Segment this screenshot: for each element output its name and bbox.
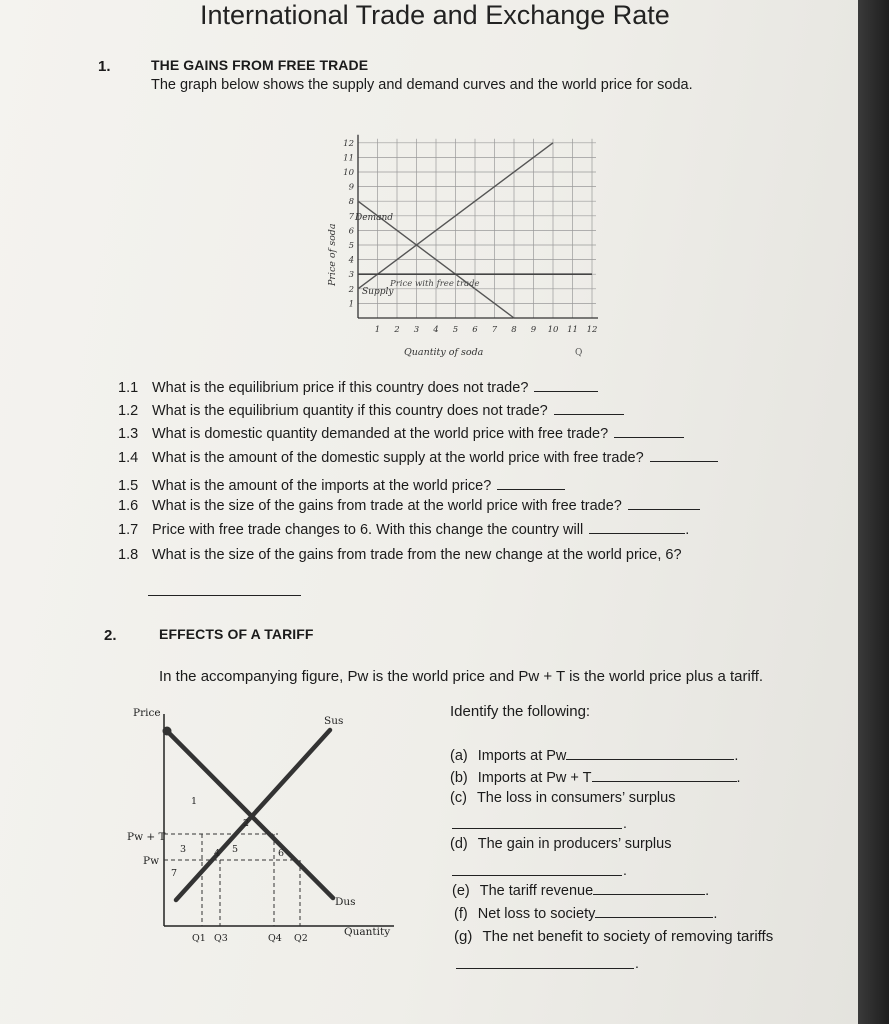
sus-label: Sus (324, 715, 344, 727)
section-2-heading: EFFECTS OF A TARIFF (159, 626, 314, 642)
pw-label: Pw (143, 855, 160, 867)
area-label-4: 4 (214, 848, 221, 859)
item-g-text: The net benefit to society of removing tariffs (482, 928, 774, 945)
item-c-text: The loss in consumers’ surplus (476, 790, 676, 806)
question-text: What is domestic quantity demanded at the world price with free trade? (152, 426, 609, 442)
section-1-heading: THE GAINS FROM FREE TRADE (151, 57, 369, 73)
area-label-3: 3 (180, 844, 187, 855)
question-text: What is the amount of the imports at the world price? (152, 478, 492, 494)
section-2-number: 2. (104, 627, 117, 644)
question-text: Price with free trade changes to 6. With this change the country will (152, 522, 584, 538)
answer-blank[interactable] (614, 425, 684, 438)
answer-blank[interactable] (554, 402, 624, 415)
table-edge-background (858, 0, 889, 1024)
world-price-label: Price with free trade (390, 279, 480, 289)
question-number: 1.7 (118, 522, 139, 538)
area-label-2: 2 (243, 818, 250, 829)
x-tick-label: 4 (433, 325, 439, 335)
question-text: What is the equilibrium quantity if this country does not trade? (152, 403, 548, 419)
y-tick-label: 4 (348, 255, 354, 266)
q3-label: Q3 (214, 933, 228, 944)
y-tick-label: 11 (343, 153, 354, 164)
item-e-letter: (e) (452, 883, 470, 899)
x-tick-label: 8 (511, 325, 517, 335)
y-axis-tick-labels (343, 139, 354, 310)
section-1-intro: The graph below shows the supply and demand curves and the world price for soda. (151, 77, 693, 93)
x-tick-label: 11 (567, 325, 578, 335)
dus-label: Dus (335, 896, 356, 908)
question-number: 1.8 (118, 547, 139, 563)
demand-curve-endpoint (163, 727, 172, 736)
x-tick-label: 6 (472, 325, 478, 335)
item-c-answer-blank[interactable] (452, 828, 622, 829)
y-tick-label: 9 (348, 182, 354, 193)
section-2-intro: In the accompanying figure, Pw is the world price and Pw + T is the world price plus a tariff. (159, 668, 764, 685)
answer-blank[interactable] (650, 449, 718, 462)
answer-blank[interactable] (534, 379, 598, 392)
question-number: 1.5 (118, 478, 139, 494)
y-tick-label: 7 (348, 211, 354, 222)
question-item (118, 379, 598, 396)
question-item (118, 402, 624, 419)
price-axis-label: Price (133, 707, 161, 719)
question-number: 1.1 (118, 380, 139, 396)
item-a-answer-blank[interactable] (566, 747, 734, 760)
question-item (118, 521, 689, 538)
item-f-letter: (f) (454, 906, 468, 922)
area-label-5: 5 (232, 844, 239, 855)
supply-label: Supply (362, 287, 394, 297)
question-item (118, 497, 700, 514)
item-e: (e) The tariff revenue . (452, 883, 710, 899)
x-axis-label: Quantity of soda (404, 347, 484, 358)
question-text: What is the amount of the domestic supply at the world price with free trade? (152, 450, 644, 466)
item-a-text: Imports at Pw (477, 748, 567, 764)
q1-label: Q1 (192, 933, 206, 944)
item-e-answer-blank[interactable] (593, 882, 705, 895)
question-item (118, 477, 565, 494)
item-f-answer-blank[interactable] (595, 905, 713, 918)
tariff-graph (118, 700, 403, 950)
question-text: What is the size of the gains from trade from the new change at the world price, 6? (152, 547, 682, 563)
question-number: 1.4 (118, 450, 139, 466)
item-a-letter: (a) (450, 748, 468, 764)
item-d (450, 836, 671, 852)
section-1-number: 1. (98, 58, 111, 75)
tariff-graph-axes (164, 714, 394, 926)
identify-heading: Identify the following: (450, 703, 591, 720)
page-title: International Trade and Exchange Rate (200, 0, 670, 30)
item-b-text: Imports at Pw + T (477, 770, 592, 786)
item-g-letter: (g) (454, 928, 473, 945)
item-f-text: Net loss to society (477, 906, 596, 922)
x-axis-tick-labels (375, 325, 598, 335)
item-c-letter: (c) (450, 790, 467, 806)
area-label-7: 7 (171, 868, 178, 879)
y-tick-label: 5 (348, 241, 354, 251)
x-tick-label: 10 (547, 325, 559, 335)
x-tick-label: 9 (530, 325, 537, 335)
soda-supply-demand-graph (318, 108, 600, 368)
quantity-axis-label: Quantity (344, 926, 391, 938)
y-tick-label: 1 (348, 299, 354, 310)
item-f: (f) Net loss to society . (454, 906, 718, 922)
answer-line-1-8 (148, 595, 301, 596)
item-e-text: The tariff revenue (479, 883, 594, 899)
pw-plus-t-label: Pw + T (127, 831, 166, 843)
y-tick-label: 6 (348, 226, 354, 237)
quantity-q-mark: Q (575, 348, 583, 358)
area-label-1: 1 (191, 796, 198, 807)
answer-blank[interactable] (497, 477, 565, 490)
demand-label: Demand (355, 213, 393, 223)
x-tick-label: 5 (452, 325, 459, 335)
question-item (118, 449, 718, 466)
question-suffix: . (685, 522, 690, 538)
q4-label: Q4 (268, 933, 282, 944)
item-c (450, 790, 675, 806)
y-tick-label: 3 (348, 270, 354, 281)
area-label-6: 6 (278, 848, 285, 859)
item-d-letter: (d) (450, 836, 468, 852)
x-tick-label: 2 (394, 325, 400, 335)
y-tick-label: 2 (348, 284, 354, 295)
item-d-answer-blank[interactable] (452, 875, 622, 876)
answer-blank[interactable] (589, 521, 685, 534)
y-axis-label: Price of soda (327, 223, 338, 286)
question-item (118, 425, 684, 442)
item-d-text: The gain in producers’ surplus (477, 836, 672, 852)
x-tick-label: 12 (586, 325, 598, 335)
q2-label: Q2 (294, 933, 308, 944)
x-tick-label: 7 (491, 325, 498, 335)
item-g-answer-blank[interactable] (456, 968, 634, 969)
x-tick-label: 3 (413, 325, 420, 335)
y-tick-label: 10 (343, 168, 354, 178)
answer-blank[interactable] (628, 497, 700, 510)
item-b-letter: (b) (450, 770, 468, 786)
item-g (454, 928, 773, 945)
item-b-answer-blank[interactable] (592, 769, 737, 782)
question-item (118, 547, 682, 563)
question-number: 1.2 (118, 403, 139, 419)
question-text: What is the equilibrium price if this country does not trade? (152, 380, 529, 396)
item-a: (a) Imports at Pw . (450, 748, 739, 764)
y-tick-label: 8 (348, 197, 354, 208)
question-number: 1.6 (118, 498, 139, 514)
item-b: (b) Imports at Pw + T . (450, 770, 741, 786)
y-tick-label: 12 (343, 138, 354, 149)
x-tick-label: 1 (374, 325, 381, 335)
question-text: What is the size of the gains from trade at the world price with free trade? (152, 498, 622, 514)
question-number: 1.3 (118, 426, 139, 442)
